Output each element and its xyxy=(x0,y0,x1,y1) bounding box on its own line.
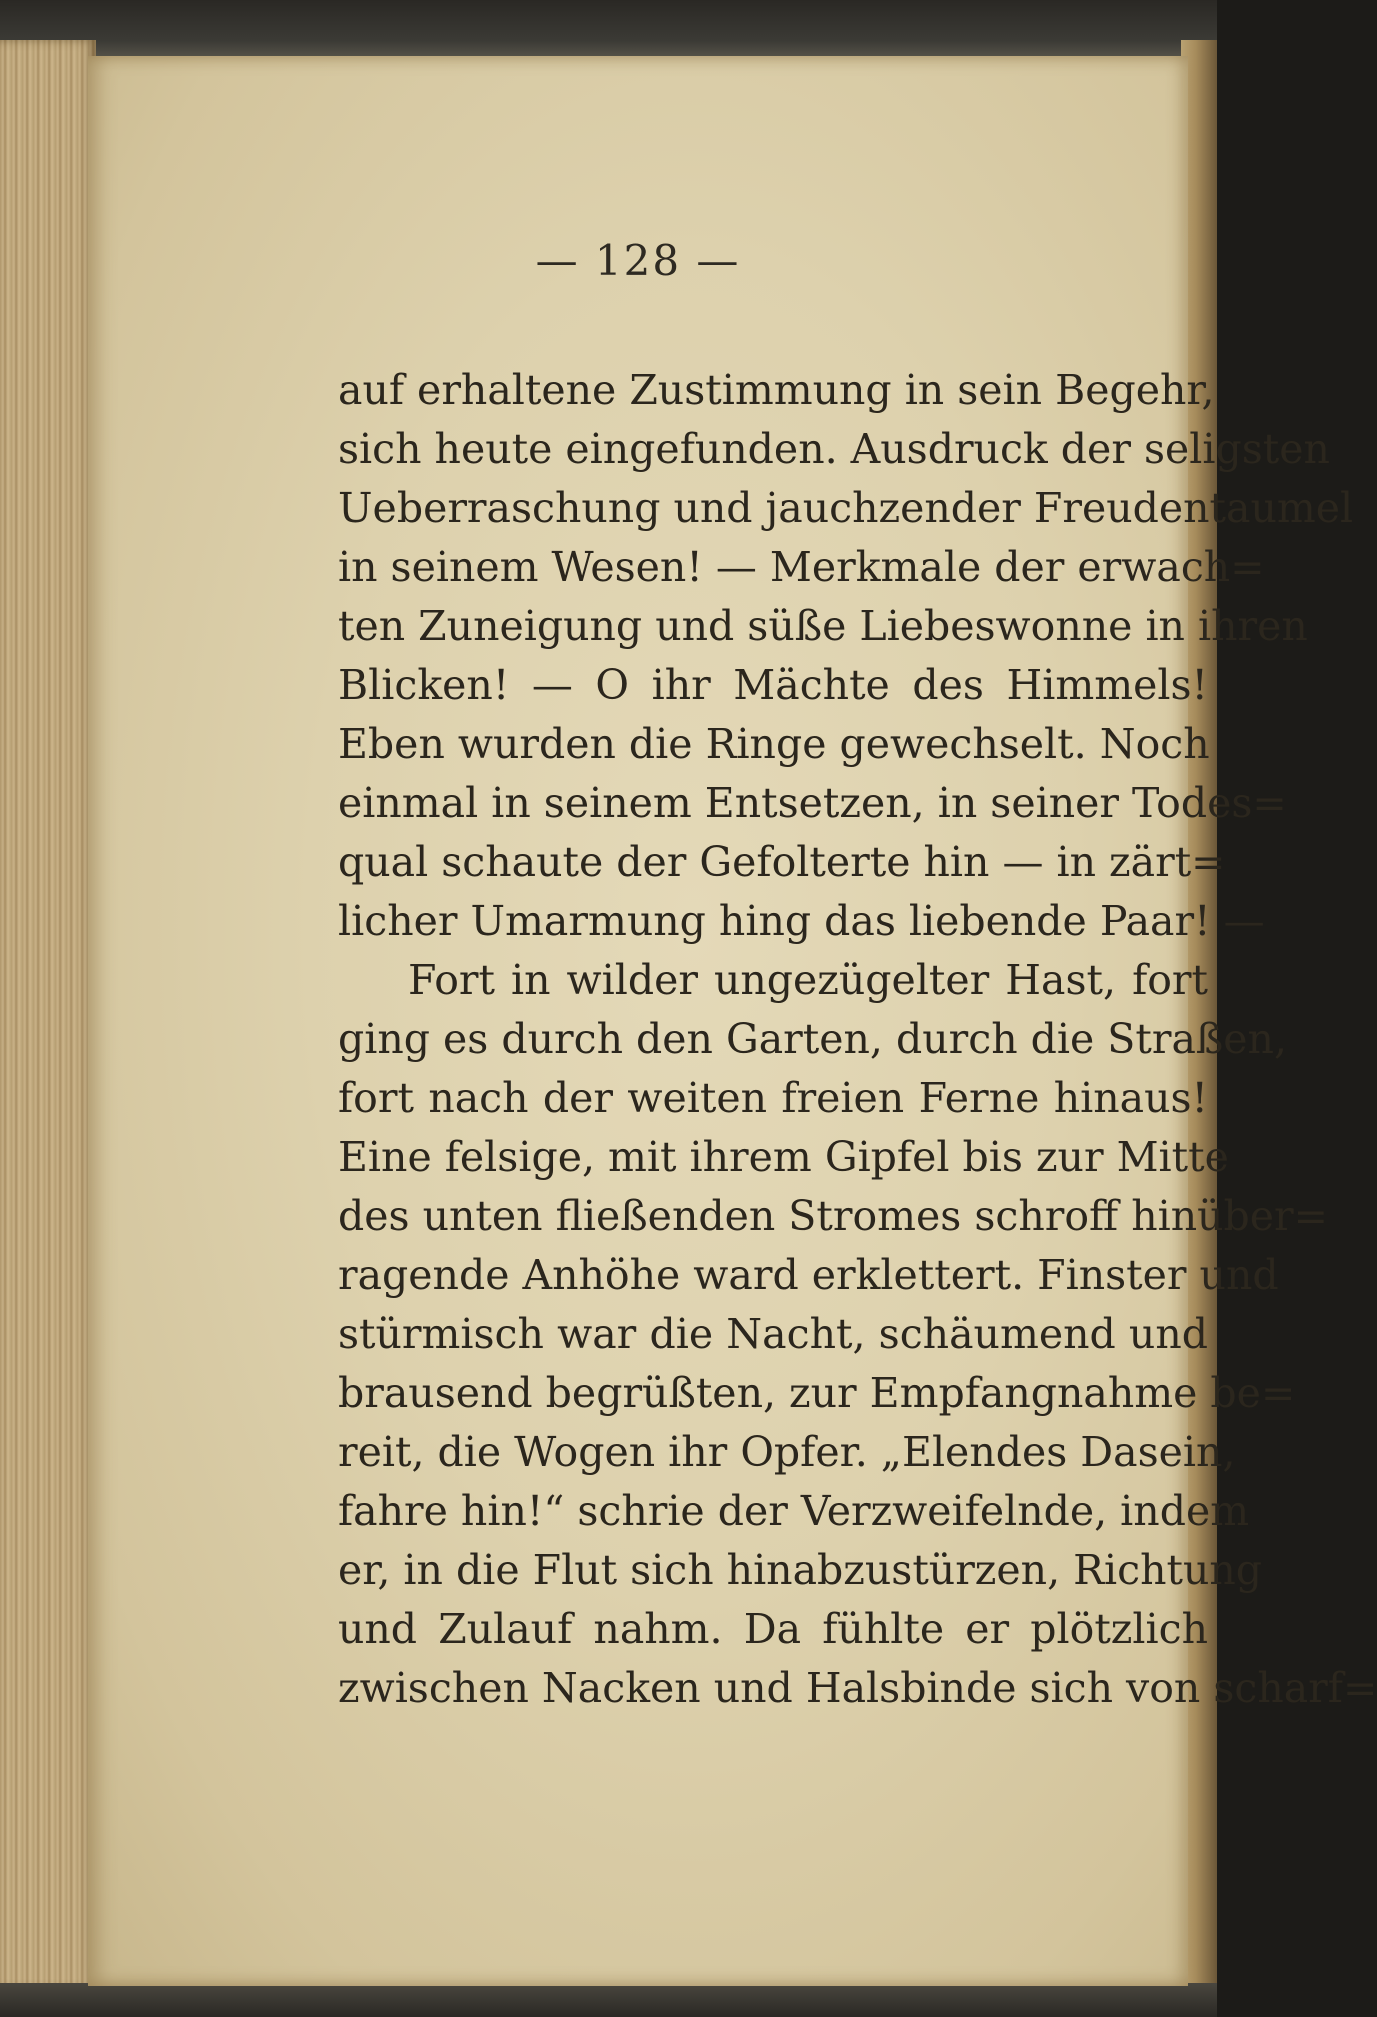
text-line: Eine felsige, mit ihrem Gipfel bis zur Mitte xyxy=(338,1133,1229,1181)
text-line: zwischen Nacken und Halsbinde sich von scharf= xyxy=(338,1664,1377,1712)
text-line: licher Umarmung hing das liebende Paar! — xyxy=(338,897,1265,945)
body-text xyxy=(338,361,1377,1718)
book-bottom-shadow xyxy=(0,1983,1217,2017)
text-line: einmal in seinem Entsetzen, in seiner Todes= xyxy=(338,779,1287,827)
text-line: fahre hin!“ schrie der Verzweifelnde, indem xyxy=(338,1487,1250,1535)
text-line: ging es durch den Garten, durch die Straßen, xyxy=(338,1015,1287,1063)
text-line: qual schaute der Gefolterte hin — in zärt= xyxy=(338,838,1226,886)
text-line: in seinem Wesen! — Merkmale der erwach= xyxy=(338,543,1265,591)
text-line: und Zulauf nahm. Da fühlte er plötzlich xyxy=(338,1605,1208,1653)
book-top-shadow xyxy=(0,0,1217,58)
text-line: er, in die Flut sich hinabzustürzen, Richtung xyxy=(338,1546,1263,1594)
text-line: reit, die Wogen ihr Opfer. „Elendes Dasein, xyxy=(338,1428,1236,1476)
text-line: ragende Anhöhe ward erklettert. Finster und xyxy=(338,1251,1279,1299)
text-line-paragraph-start: Fort in wilder ungezügelter Hast, fort xyxy=(408,956,1208,1004)
book-page xyxy=(88,56,1377,1986)
text-line: Eben wurden die Ringe gewechselt. Noch xyxy=(338,720,1210,768)
page-number: — 128 — xyxy=(535,236,741,285)
text-line: ten Zuneigung und süße Liebeswonne in ihren xyxy=(338,602,1308,650)
text-line: Blicken! — O ihr Mächte des Himmels! xyxy=(338,661,1208,709)
text-line: stürmisch war die Nacht, schäumend und xyxy=(338,1310,1208,1358)
text-line: Ueberraschung und jauchzender Freudentaumel xyxy=(338,484,1354,532)
text-line: auf erhaltene Zustimmung in sein Begehr, xyxy=(338,366,1215,414)
text-line: fort nach der weiten freien Ferne hinaus! xyxy=(338,1074,1208,1122)
page-stack-edges xyxy=(0,40,96,1990)
text-line: sich heute eingefunden. Ausdruck der seligsten xyxy=(338,425,1330,473)
text-line: des unten fließenden Stromes schroff hinüber= xyxy=(338,1192,1329,1240)
text-line: brausend begrüßten, zur Empfangnahme be= xyxy=(338,1369,1296,1417)
